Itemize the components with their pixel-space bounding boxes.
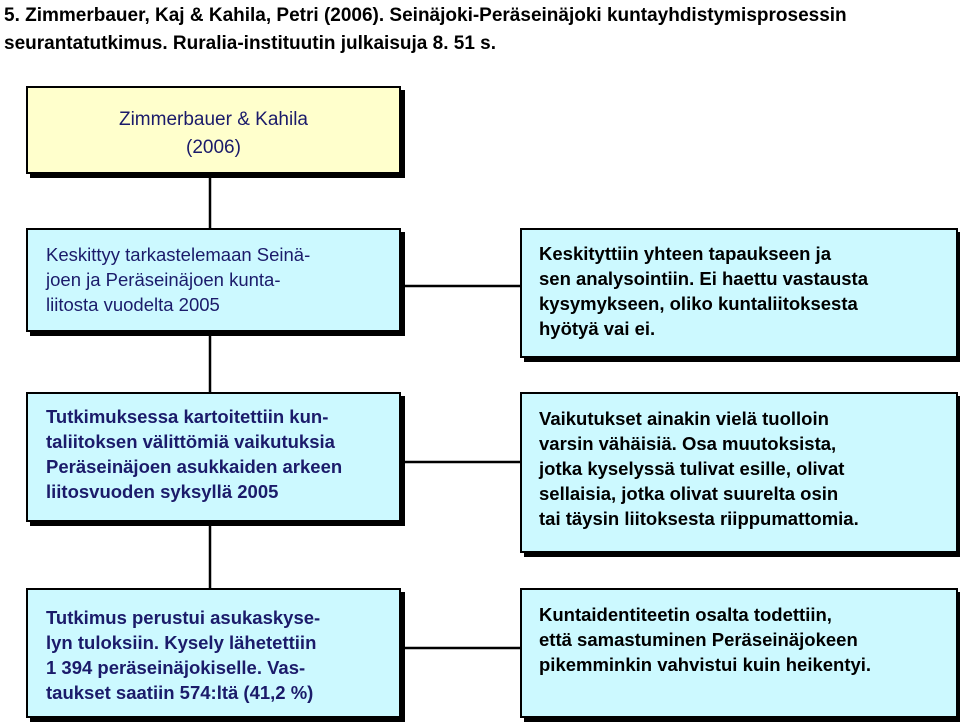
effects-line: sellaisia, jotka olivat suurelta osin bbox=[539, 483, 839, 504]
survey-box bbox=[26, 588, 401, 718]
focus-line: joen ja Peräseinäjoen kunta- bbox=[46, 269, 281, 290]
heading-line-1: 5. Zimmerbauer, Kaj & Kahila, Petri (2006). Seinäjoki-Peräseinäjoki kuntayhdistymisprosessin bbox=[4, 5, 847, 26]
identity-line: pikemminkin vahvistui kuin heikentyi. bbox=[539, 654, 872, 675]
focus-line: liitosta vuodelta 2005 bbox=[46, 294, 220, 315]
effects-line: jotka kyselyssä tulivat esille, olivat bbox=[539, 458, 845, 479]
identity-box bbox=[520, 588, 958, 718]
mapping-box bbox=[26, 392, 401, 522]
effects-line: varsin vähäisiä. Osa muutoksista, bbox=[539, 433, 837, 454]
effects-box bbox=[520, 392, 958, 553]
analysis-box bbox=[520, 228, 958, 358]
root-box bbox=[26, 86, 401, 174]
effects-line: tai täysin liitoksesta riippumattomia. bbox=[539, 508, 859, 529]
survey-line: lyn tuloksiin. Kysely lähetettiin bbox=[46, 632, 317, 653]
analysis-line: sen analysointiin. Ei haettu vastausta bbox=[539, 268, 868, 289]
analysis-line: kysymykseen, oliko kuntaliitoksesta bbox=[539, 293, 858, 314]
mapping-line: Tutkimuksessa kartoitettiin kun- bbox=[46, 406, 329, 427]
survey-line: 1 394 peräseinäjokiselle. Vas- bbox=[46, 657, 306, 678]
mapping-line: liitosvuoden syksyllä 2005 bbox=[46, 481, 279, 502]
root-line-2: (2006) bbox=[186, 137, 241, 158]
survey-line: taukset saatiin 574:ltä (41,2 %) bbox=[46, 682, 314, 703]
identity-line: Kuntaidentiteetin osalta todettiin, bbox=[539, 604, 832, 625]
identity-line: että samastuminen Peräseinäjokeen bbox=[539, 629, 858, 650]
mapping-line: Peräseinäjoen asukkaiden arkeen bbox=[46, 456, 343, 477]
analysis-line: Keskityttiin yhteen tapaukseen ja bbox=[539, 243, 831, 264]
focus-box bbox=[26, 228, 401, 332]
effects-line: Vaikutukset ainakin vielä tuolloin bbox=[539, 408, 829, 429]
heading-line-2: seurantatutkimus. Ruralia-instituutin julkaisuja 8. 51 s. bbox=[4, 33, 497, 54]
analysis-line: hyötyä vai ei. bbox=[539, 318, 656, 339]
mapping-line: taliitoksen välittömiä vaikutuksia bbox=[46, 431, 335, 452]
focus-line: Keskittyy tarkastelemaan Seinä- bbox=[46, 244, 311, 265]
root-line-1: Zimmerbauer & Kahila bbox=[118, 109, 309, 130]
survey-line: Tutkimus perustui asukaskyse- bbox=[46, 607, 321, 628]
